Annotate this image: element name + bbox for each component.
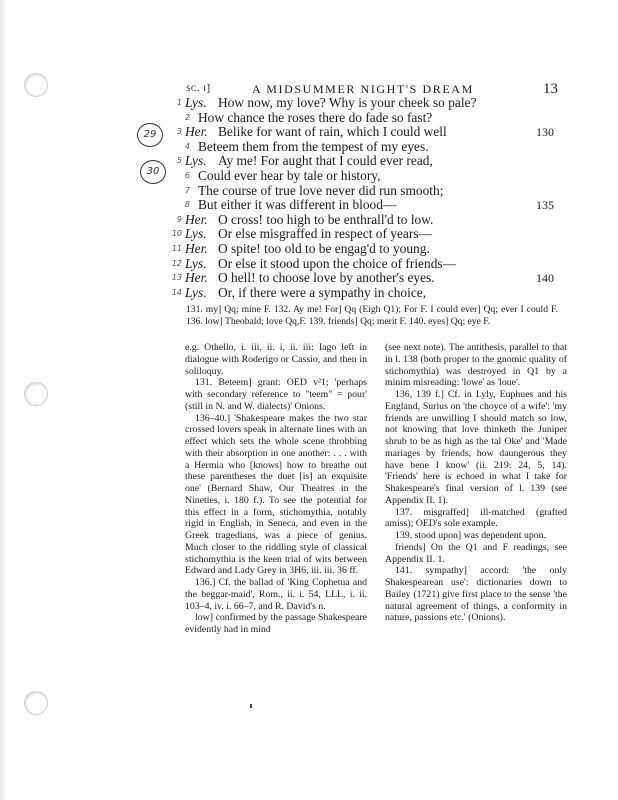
verse-line xyxy=(160,111,560,126)
line-number: 140 xyxy=(536,271,554,286)
speech-text: Could ever hear by tale or history, xyxy=(198,167,381,183)
speaker-name: Her. xyxy=(185,124,208,140)
commentary-note: 141. sympathy] accord: 'the only Shakespearean use': dictionaries down to Bailey (1721) give first place to the sense 'the natural agreement of things, a conformity in nature, passions etc.' (Onions). xyxy=(385,565,567,624)
speech-text: Or, if there were a sympathy in choice, xyxy=(218,284,427,300)
speaker-name: Her. xyxy=(185,240,208,256)
handwritten-line-mark: 6 xyxy=(184,170,190,180)
handwritten-circled-number: 30 xyxy=(140,160,166,184)
speech-text: Belike for want of rain, which I could well xyxy=(218,124,447,140)
commentary-note: low] confirmed by the passage Shakespeare evidently had in mind xyxy=(185,612,367,635)
commentary-note: 136.] Cf. the ballad of 'King Cophetua and the beggar-maid', Rom., ii. i. 54, LLL, i. ii. 103–4, iv. i. 66–7, and R. David's n. xyxy=(185,577,367,612)
handwritten-line-mark: 5 xyxy=(176,156,182,166)
page-edge xyxy=(0,0,6,800)
punch-hole xyxy=(24,691,48,715)
commentary-note: friends] On the Q1 and F readings, see Appendix II. 1. xyxy=(385,541,567,565)
verse-line xyxy=(160,257,560,272)
scene-label: sc. i] xyxy=(186,82,211,94)
speech-text: Or else it stood upon the choice of friends— xyxy=(218,255,456,271)
speaker-name: Lys. xyxy=(185,255,207,271)
verse-line xyxy=(160,227,560,242)
speaker-name: Lys. xyxy=(185,226,207,242)
speaker-name: Lys. xyxy=(185,95,207,110)
handwritten-line-mark: 13 xyxy=(171,273,182,283)
verse-line xyxy=(160,169,560,184)
verse-line xyxy=(160,242,560,257)
handwritten-line-mark: 8 xyxy=(184,200,190,210)
line-number: 130 xyxy=(536,125,554,140)
speech-text: O cross! too high to be enthrall'd to low. xyxy=(218,211,434,227)
commentary-note: 136–40.] 'Shakespeare makes the two star crossed lovers speak in alternate lines with an effect which sets the whole scene throbbing with their absorption in one another: . . . with a Hermia who [knows] how to breathe out these parentheses the duet [is] an exquisite one' (Bernard Shaw, Our Theatres in the Nineties, i. 180 f.). To see the potential for this effect in a form, stichomythia, notably rigid in English, in Seneca, and even in the Greek tragedians, was a piece of genius. Much closer to the riddling style of classical stichomythia is the keen trial of wits between Edward and Lady Grey in 3H6, iii. iii. 36 ff. xyxy=(185,412,367,577)
speech-text: The course of true love never did run smooth; xyxy=(198,182,444,198)
commentary-note: (see next note). The antithesis, parallel to that in l. 138 (both proper to the gnomic quality of stichomythia) was destroyed in Q1 by a minim misreading: 'lowe' as 'loue'. xyxy=(385,342,567,389)
commentary-note: 137. misgraffed] ill-matched (grafted amiss); OED's sole example. xyxy=(385,506,567,530)
speech-text: O spite! too old to be engag'd to young. xyxy=(218,240,430,256)
speech-text: How now, my love? Why is your cheek so pale? xyxy=(218,95,477,110)
commentary-note: 139. stood upon] was dependent upon. xyxy=(395,530,547,541)
commentary-note: e.g. Othello, i. iii, ii. i, ii. iii: Iago left in dialogue with Roderigo or Cassio, and then in soliloquy. xyxy=(185,342,367,377)
handwritten-line-mark: 10 xyxy=(171,229,182,239)
speaker-name: Her. xyxy=(185,270,208,286)
verse-line xyxy=(160,271,560,286)
speech-text: Beteem them from the tempest of my eyes. xyxy=(198,138,429,154)
speech-text: O hell! to choose love by another's eyes. xyxy=(218,270,435,286)
verse-line xyxy=(160,198,560,213)
commentary-column-right xyxy=(385,342,567,624)
play-title: A MIDSUMMER NIGHT'S DREAM xyxy=(252,82,474,96)
punch-hole xyxy=(24,73,48,97)
handwritten-line-mark: 1 xyxy=(176,98,182,107)
speech-text: But either it was different in blood— xyxy=(198,197,397,213)
handwritten-circled-number: 29 xyxy=(137,123,163,147)
line-number: 135 xyxy=(536,198,554,213)
commentary-note: 136, 139 f.] Cf. in Lyly, Euphues and his England, Surius on 'the choyce of a wife': 'my friends are unwilling I should match so low, not knowing that love thinketh the Juniper shrub to be as high as the tal Oke' and 'Made mariages by friends, how daungerous they have bene I know' (ii. 219: 24, 5, 14). 'Friends' here is echoed in what I take for Shakespeare's final version of l. 139 (see Appendix II. 1). xyxy=(385,389,567,506)
punch-hole xyxy=(24,382,48,406)
ink-speck xyxy=(250,704,252,708)
handwritten-line-mark: 14 xyxy=(171,287,182,297)
page-number: 13 xyxy=(543,81,558,97)
speaker-name: Lys. xyxy=(185,153,207,169)
commentary-note: 131. Beteem] grant: OED v²1; 'perhaps with secondary reference to "teem" = pour' (still in N. and W. dialects)' Onions. xyxy=(185,377,367,412)
verse-text xyxy=(160,96,560,300)
handwritten-line-mark: 7 xyxy=(184,185,190,195)
handwritten-line-mark: 12 xyxy=(171,258,182,268)
handwritten-line-mark: 2 xyxy=(184,112,190,122)
verse-line xyxy=(160,184,560,199)
speaker-name: Her. xyxy=(185,211,208,227)
verse-line xyxy=(160,286,560,301)
handwritten-line-mark: 4 xyxy=(184,141,190,151)
verse-line xyxy=(160,140,560,155)
handwritten-line-mark: 3 xyxy=(176,127,182,137)
commentary-column-left xyxy=(185,342,367,636)
verse-line xyxy=(160,154,560,169)
verse-line xyxy=(160,125,560,140)
speech-text: How chance the roses there do fade so fast? xyxy=(198,109,433,125)
speaker-name: Lys. xyxy=(185,284,207,300)
handwritten-line-mark: 11 xyxy=(171,243,182,253)
speech-text: Ay me! For aught that I could ever read, xyxy=(218,153,433,169)
verse-line xyxy=(160,96,560,111)
speech-text: Or else misgraffed in respect of years— xyxy=(218,226,432,242)
handwritten-line-mark: 9 xyxy=(176,214,182,224)
textual-collation: 131. my] Qq; mine F. 132. Ay me! For] Qq (Eigh Q1); For F. I could ever] Qq; ever I could F. 136. low] Theobald; love Qq,F. 139. friends] Qq; merit F. 140. eyes] Qq; eye F. xyxy=(186,304,558,327)
verse-line xyxy=(160,213,560,228)
